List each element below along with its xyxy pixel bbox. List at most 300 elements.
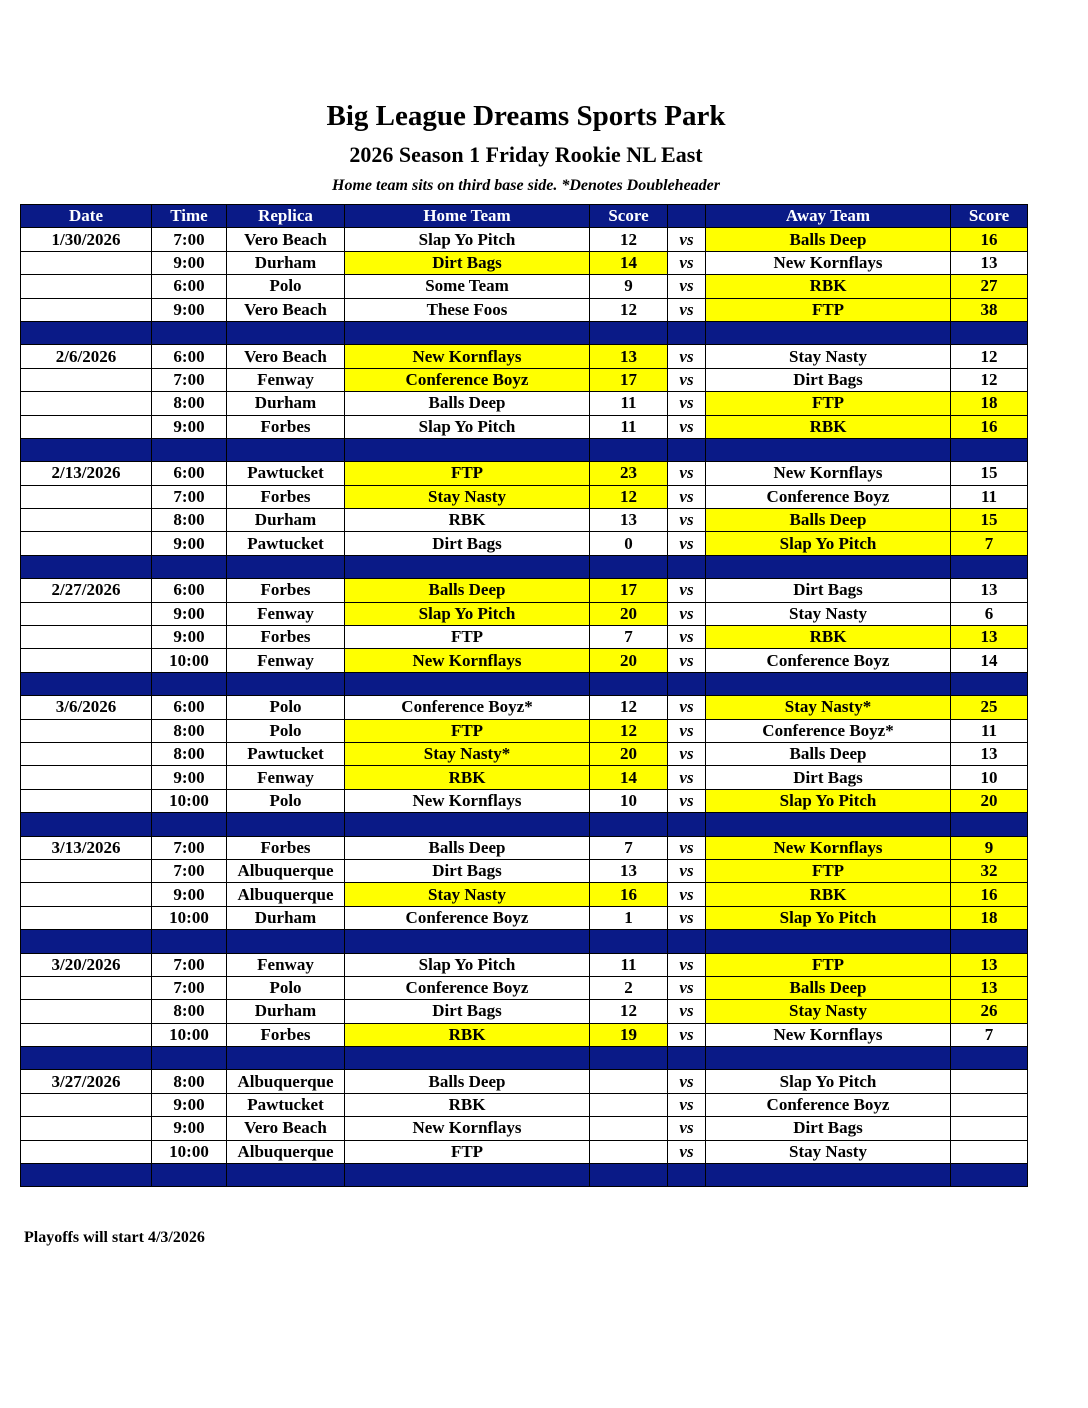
table-row (21, 1140, 1028, 1163)
separator-cell (706, 438, 951, 461)
time-cell: 8:00 (152, 719, 227, 742)
away-team-cell: Balls Deep (706, 976, 951, 999)
table-row (21, 298, 1028, 321)
home-team-cell: Some Team (345, 275, 590, 298)
replica-cell: Forbes (227, 485, 345, 508)
date-cell-empty (21, 859, 152, 882)
table-row (21, 579, 1028, 602)
table-row (21, 766, 1028, 789)
date-cell-empty (21, 742, 152, 765)
away-team-cell: FTP (706, 298, 951, 321)
time-cell: 6:00 (152, 462, 227, 485)
home-score-cell: 12 (590, 485, 668, 508)
replica-cell: Fenway (227, 602, 345, 625)
vs-cell: vs (668, 1117, 706, 1140)
separator-cell (345, 438, 590, 461)
table-row (21, 719, 1028, 742)
vs-cell: vs (668, 1093, 706, 1116)
time-cell: 10:00 (152, 789, 227, 812)
separator-cell (227, 1047, 345, 1070)
time-cell: 8:00 (152, 1070, 227, 1093)
replica-cell: Forbes (227, 1023, 345, 1046)
away-score-cell: 18 (951, 392, 1028, 415)
home-team-cell: Balls Deep (345, 579, 590, 602)
away-score-cell: 12 (951, 368, 1028, 391)
vs-cell: vs (668, 859, 706, 882)
date-cell: 3/20/2026 (21, 953, 152, 976)
date-cell-empty (21, 626, 152, 649)
time-cell: 9:00 (152, 1117, 227, 1140)
separator-cell (345, 1047, 590, 1070)
date-cell-empty (21, 883, 152, 906)
vs-cell: vs (668, 649, 706, 672)
away-team-cell: Conference Boyz (706, 485, 951, 508)
date-cell-empty (21, 532, 152, 555)
separator-cell (152, 321, 227, 344)
home-team-cell: Balls Deep (345, 392, 590, 415)
vs-cell: vs (668, 345, 706, 368)
away-team-cell: New Kornflays (706, 1023, 951, 1046)
vs-cell: vs (668, 228, 706, 251)
away-score-cell (951, 1093, 1028, 1116)
home-team-cell: RBK (345, 1093, 590, 1116)
separator-cell (227, 321, 345, 344)
replica-cell: Pawtucket (227, 462, 345, 485)
time-cell: 7:00 (152, 836, 227, 859)
time-cell: 9:00 (152, 626, 227, 649)
time-cell: 9:00 (152, 602, 227, 625)
page-title: Big League Dreams Sports Park (326, 100, 726, 132)
home-team-cell: Dirt Bags (345, 1000, 590, 1023)
date-cell-empty (21, 275, 152, 298)
away-team-cell: RBK (706, 626, 951, 649)
away-team-cell: Stay Nasty* (706, 696, 951, 719)
time-cell: 6:00 (152, 345, 227, 368)
separator-cell (706, 930, 951, 953)
time-cell: 9:00 (152, 1093, 227, 1116)
home-score-cell (590, 1140, 668, 1163)
home-score-cell: 13 (590, 345, 668, 368)
time-cell: 6:00 (152, 579, 227, 602)
table-row (21, 976, 1028, 999)
away-team-cell: Slap Yo Pitch (706, 789, 951, 812)
time-cell: 9:00 (152, 532, 227, 555)
separator-cell (668, 672, 706, 695)
away-score-cell: 9 (951, 836, 1028, 859)
replica-cell: Durham (227, 906, 345, 929)
week-separator-row (21, 1164, 1028, 1187)
vs-cell: vs (668, 368, 706, 391)
table-row (21, 415, 1028, 438)
vs-cell: vs (668, 789, 706, 812)
home-score-cell: 12 (590, 696, 668, 719)
col-header-home-score: Score (590, 205, 668, 228)
date-cell: 1/30/2026 (21, 228, 152, 251)
time-cell: 7:00 (152, 859, 227, 882)
time-cell: 9:00 (152, 883, 227, 906)
home-team-cell: RBK (345, 1023, 590, 1046)
date-cell-empty (21, 251, 152, 274)
separator-cell (227, 813, 345, 836)
separator-cell (668, 438, 706, 461)
away-team-cell: Conference Boyz (706, 649, 951, 672)
separator-cell (951, 813, 1028, 836)
home-score-cell: 16 (590, 883, 668, 906)
replica-cell: Fenway (227, 953, 345, 976)
table-row (21, 859, 1028, 882)
replica-cell: Fenway (227, 368, 345, 391)
home-team-cell: FTP (345, 719, 590, 742)
replica-cell: Forbes (227, 836, 345, 859)
home-team-cell: Conference Boyz (345, 906, 590, 929)
away-score-cell: 13 (951, 626, 1028, 649)
away-score-cell: 7 (951, 1023, 1028, 1046)
home-score-cell: 17 (590, 579, 668, 602)
away-score-cell: 7 (951, 532, 1028, 555)
table-row (21, 1093, 1028, 1116)
separator-cell (227, 672, 345, 695)
vs-cell: vs (668, 1023, 706, 1046)
vs-cell: vs (668, 766, 706, 789)
table-row (21, 392, 1028, 415)
vs-cell: vs (668, 485, 706, 508)
home-team-cell: New Kornflays (345, 1117, 590, 1140)
away-team-cell: Balls Deep (706, 742, 951, 765)
home-score-cell: 2 (590, 976, 668, 999)
separator-cell (590, 1047, 668, 1070)
home-team-cell: Dirt Bags (345, 251, 590, 274)
page-note: Home team sits on third base side. *Denotes Doubleheader (332, 177, 720, 194)
time-cell: 8:00 (152, 1000, 227, 1023)
col-header-replica: Replica (227, 205, 345, 228)
separator-cell (345, 321, 590, 344)
table-row (21, 1117, 1028, 1140)
date-cell-empty (21, 509, 152, 532)
separator-cell (951, 672, 1028, 695)
vs-cell: vs (668, 1140, 706, 1163)
date-cell-empty (21, 1093, 152, 1116)
vs-cell: vs (668, 742, 706, 765)
away-team-cell: Stay Nasty (706, 1140, 951, 1163)
time-cell: 8:00 (152, 742, 227, 765)
home-score-cell: 19 (590, 1023, 668, 1046)
vs-cell: vs (668, 251, 706, 274)
col-header-away-team: Away Team (706, 205, 951, 228)
separator-cell (590, 672, 668, 695)
away-team-cell: New Kornflays (706, 462, 951, 485)
home-team-cell: Balls Deep (345, 1070, 590, 1093)
schedule-table (20, 204, 1028, 1187)
col-header-vs (668, 205, 706, 228)
replica-cell: Vero Beach (227, 228, 345, 251)
separator-cell (590, 321, 668, 344)
home-score-cell (590, 1070, 668, 1093)
footer-note: Playoffs will start 4/3/2026 (24, 1229, 205, 1246)
separator-cell (590, 813, 668, 836)
time-cell: 7:00 (152, 976, 227, 999)
table-row (21, 953, 1028, 976)
separator-cell (590, 555, 668, 578)
away-score-cell: 15 (951, 509, 1028, 532)
replica-cell: Fenway (227, 649, 345, 672)
home-score-cell: 10 (590, 789, 668, 812)
away-team-cell: RBK (706, 415, 951, 438)
replica-cell: Albuquerque (227, 883, 345, 906)
replica-cell: Albuquerque (227, 1070, 345, 1093)
time-cell: 9:00 (152, 298, 227, 321)
away-score-cell: 13 (951, 976, 1028, 999)
home-team-cell: Slap Yo Pitch (345, 228, 590, 251)
separator-cell (951, 1047, 1028, 1070)
away-score-cell: 15 (951, 462, 1028, 485)
home-team-cell: New Kornflays (345, 345, 590, 368)
table-header-row (21, 205, 1028, 228)
separator-cell (668, 1047, 706, 1070)
away-team-cell: Stay Nasty (706, 345, 951, 368)
home-team-cell: Stay Nasty* (345, 742, 590, 765)
page-subtitle: 2026 Season 1 Friday Rookie NL East (349, 142, 703, 167)
away-team-cell: Slap Yo Pitch (706, 1070, 951, 1093)
home-score-cell: 20 (590, 602, 668, 625)
replica-cell: Forbes (227, 626, 345, 649)
away-score-cell: 18 (951, 906, 1028, 929)
home-score-cell: 12 (590, 228, 668, 251)
replica-cell: Vero Beach (227, 1117, 345, 1140)
separator-cell (706, 813, 951, 836)
replica-cell: Durham (227, 251, 345, 274)
table-row (21, 485, 1028, 508)
home-score-cell: 11 (590, 392, 668, 415)
away-score-cell (951, 1140, 1028, 1163)
table-row (21, 1070, 1028, 1093)
home-score-cell: 14 (590, 251, 668, 274)
vs-cell: vs (668, 579, 706, 602)
date-cell-empty (21, 1117, 152, 1140)
home-team-cell: Dirt Bags (345, 532, 590, 555)
table-row (21, 368, 1028, 391)
date-cell-empty (21, 719, 152, 742)
vs-cell: vs (668, 1000, 706, 1023)
separator-cell (706, 1047, 951, 1070)
vs-cell: vs (668, 696, 706, 719)
vs-cell: vs (668, 626, 706, 649)
replica-cell: Polo (227, 275, 345, 298)
away-score-cell: 27 (951, 275, 1028, 298)
separator-cell (951, 1164, 1028, 1187)
vs-cell: vs (668, 836, 706, 859)
home-team-cell: Stay Nasty (345, 485, 590, 508)
replica-cell: Polo (227, 696, 345, 719)
date-cell: 3/6/2026 (21, 696, 152, 719)
home-team-cell: Slap Yo Pitch (345, 415, 590, 438)
away-score-cell: 11 (951, 485, 1028, 508)
home-score-cell: 11 (590, 953, 668, 976)
away-team-cell: Stay Nasty (706, 602, 951, 625)
away-score-cell: 13 (951, 742, 1028, 765)
separator-cell (152, 1047, 227, 1070)
home-score-cell: 9 (590, 275, 668, 298)
date-cell: 3/27/2026 (21, 1070, 152, 1093)
table-row (21, 345, 1028, 368)
time-cell: 6:00 (152, 275, 227, 298)
away-score-cell: 14 (951, 649, 1028, 672)
home-team-cell: Dirt Bags (345, 859, 590, 882)
date-cell: 3/13/2026 (21, 836, 152, 859)
replica-cell: Pawtucket (227, 742, 345, 765)
schedule-body (21, 228, 1028, 1187)
separator-cell (668, 813, 706, 836)
time-cell: 10:00 (152, 906, 227, 929)
separator-cell (227, 555, 345, 578)
away-team-cell: Balls Deep (706, 509, 951, 532)
away-team-cell: New Kornflays (706, 836, 951, 859)
replica-cell: Durham (227, 509, 345, 532)
away-team-cell: RBK (706, 275, 951, 298)
home-team-cell: FTP (345, 1140, 590, 1163)
replica-cell: Polo (227, 789, 345, 812)
home-team-cell: Conference Boyz (345, 976, 590, 999)
time-cell: 6:00 (152, 696, 227, 719)
vs-cell: vs (668, 532, 706, 555)
time-cell: 8:00 (152, 509, 227, 532)
time-cell: 9:00 (152, 766, 227, 789)
replica-cell: Polo (227, 719, 345, 742)
away-score-cell: 11 (951, 719, 1028, 742)
table-row (21, 696, 1028, 719)
home-team-cell: These Foos (345, 298, 590, 321)
away-team-cell: FTP (706, 392, 951, 415)
separator-cell (590, 438, 668, 461)
away-score-cell: 12 (951, 345, 1028, 368)
table-row (21, 906, 1028, 929)
home-score-cell: 7 (590, 626, 668, 649)
away-team-cell: Dirt Bags (706, 579, 951, 602)
date-cell-empty (21, 368, 152, 391)
vs-cell: vs (668, 509, 706, 532)
separator-cell (227, 438, 345, 461)
home-score-cell (590, 1117, 668, 1140)
away-score-cell: 16 (951, 883, 1028, 906)
table-row (21, 275, 1028, 298)
table-row (21, 228, 1028, 251)
separator-cell (21, 438, 152, 461)
time-cell: 10:00 (152, 649, 227, 672)
separator-cell (668, 930, 706, 953)
home-score-cell: 11 (590, 415, 668, 438)
date-cell: 2/27/2026 (21, 579, 152, 602)
time-cell: 7:00 (152, 953, 227, 976)
week-separator-row (21, 813, 1028, 836)
date-cell-empty (21, 1023, 152, 1046)
away-score-cell: 20 (951, 789, 1028, 812)
separator-cell (21, 930, 152, 953)
separator-cell (21, 672, 152, 695)
date-cell-empty (21, 906, 152, 929)
separator-cell (668, 321, 706, 344)
separator-cell (590, 1164, 668, 1187)
time-cell: 10:00 (152, 1140, 227, 1163)
replica-cell: Durham (227, 392, 345, 415)
home-score-cell: 12 (590, 1000, 668, 1023)
home-team-cell: Conference Boyz* (345, 696, 590, 719)
vs-cell: vs (668, 953, 706, 976)
date-cell-empty (21, 1140, 152, 1163)
home-team-cell: Slap Yo Pitch (345, 602, 590, 625)
separator-cell (668, 555, 706, 578)
away-team-cell: Slap Yo Pitch (706, 906, 951, 929)
home-team-cell: Conference Boyz (345, 368, 590, 391)
date-cell: 2/13/2026 (21, 462, 152, 485)
week-separator-row (21, 438, 1028, 461)
home-score-cell: 13 (590, 859, 668, 882)
separator-cell (152, 672, 227, 695)
replica-cell: Albuquerque (227, 1140, 345, 1163)
separator-cell (345, 813, 590, 836)
separator-cell (590, 930, 668, 953)
replica-cell: Vero Beach (227, 345, 345, 368)
date-cell-empty (21, 415, 152, 438)
table-row (21, 251, 1028, 274)
home-team-cell: New Kornflays (345, 649, 590, 672)
vs-cell: vs (668, 906, 706, 929)
away-team-cell: FTP (706, 953, 951, 976)
date-cell-empty (21, 485, 152, 508)
separator-cell (21, 321, 152, 344)
separator-cell (951, 930, 1028, 953)
separator-cell (227, 1164, 345, 1187)
away-team-cell: Slap Yo Pitch (706, 532, 951, 555)
away-team-cell: Dirt Bags (706, 1117, 951, 1140)
separator-cell (152, 555, 227, 578)
away-score-cell: 6 (951, 602, 1028, 625)
away-team-cell: New Kornflays (706, 251, 951, 274)
date-cell-empty (21, 976, 152, 999)
away-score-cell (951, 1117, 1028, 1140)
away-team-cell: Balls Deep (706, 228, 951, 251)
separator-cell (345, 672, 590, 695)
home-team-cell: RBK (345, 766, 590, 789)
table-row (21, 1000, 1028, 1023)
away-score-cell: 26 (951, 1000, 1028, 1023)
time-cell: 10:00 (152, 1023, 227, 1046)
vs-cell: vs (668, 602, 706, 625)
home-team-cell: Balls Deep (345, 836, 590, 859)
date-cell-empty (21, 602, 152, 625)
week-separator-row (21, 555, 1028, 578)
date-cell-empty (21, 1000, 152, 1023)
separator-cell (21, 813, 152, 836)
away-team-cell: Dirt Bags (706, 368, 951, 391)
separator-cell (21, 1164, 152, 1187)
replica-cell: Pawtucket (227, 532, 345, 555)
replica-cell: Pawtucket (227, 1093, 345, 1116)
separator-cell (668, 1164, 706, 1187)
separator-cell (951, 438, 1028, 461)
away-score-cell: 16 (951, 228, 1028, 251)
separator-cell (152, 813, 227, 836)
col-header-away-score: Score (951, 205, 1028, 228)
away-score-cell: 13 (951, 251, 1028, 274)
replica-cell: Forbes (227, 415, 345, 438)
col-header-date: Date (21, 205, 152, 228)
away-team-cell: Conference Boyz (706, 1093, 951, 1116)
table-row (21, 532, 1028, 555)
home-team-cell: New Kornflays (345, 789, 590, 812)
table-row (21, 742, 1028, 765)
col-header-time: Time (152, 205, 227, 228)
table-row (21, 836, 1028, 859)
vs-cell: vs (668, 1070, 706, 1093)
